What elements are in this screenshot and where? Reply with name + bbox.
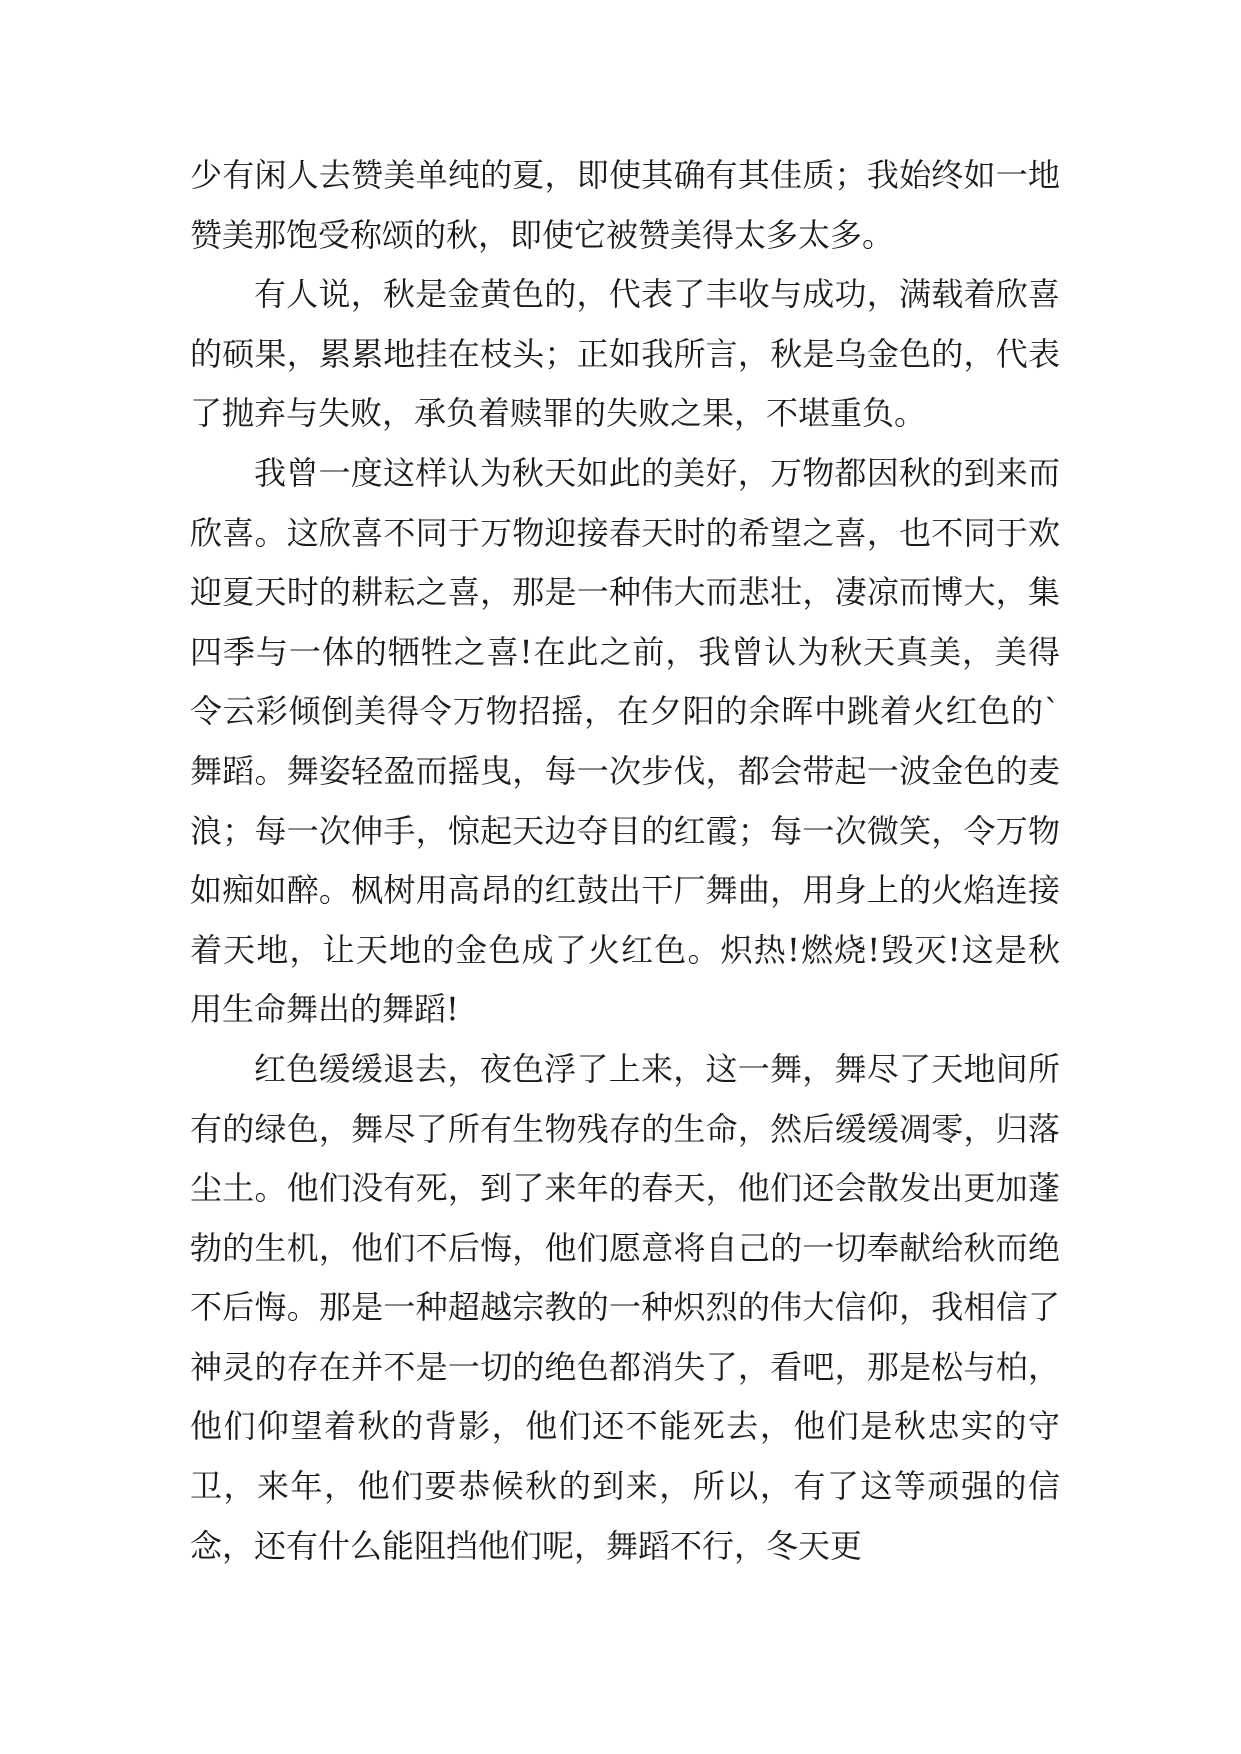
paragraph-3: 我曾一度这样认为秋天如此的美好，万物都因秋的到来而欣喜。这欣喜不同于万物迎接春天时的希望之喜，也不同于欢迎夏天时的耕耘之喜，那是一种伟大而悲壮，凄凉而博大，集四季与一体的牺牲之喜!在此之前，我曾认为秋天真美，美得令云彩倾倒美得令万物招摇，在夕阳的余晖中跳着火红色的`舞蹈。舞姿轻盈而摇曳，每一次步伐，都会带起一波金色的麦浪；每一次伸手，惊起天边夺目的红霞；每一次微笑，令万物如痴如醉。枫树用高昂的红鼓出干厂舞曲，用身上的火焰连接着天地，让天地的金色成了火红色。炽热!燃烧!毁灭!这是秋用生命舞出的舞蹈! <box>190 453 1060 1029</box>
paragraph-1: 少有闲人去赞美单纯的夏，即使其确有其佳质；我始终如一地赞美那饱受称颂的秋，即使它被赞美得太多太多。 <box>190 156 1060 254</box>
paragraph-4: 红色缓缓退去，夜色浮了上来，这一舞，舞尽了天地间所有的绿色，舞尽了所有生物残存的生命，然后缓缓凋零，归落尘土。他们没有死，到了来年的春天，他们还会散发出更加蓬勃的生机，他们不后悔，他们愿意将自己的一切奉献给秋而绝不后悔。那是一种超越宗教的一种炽烈的伟大信仰，我相信了神灵的存在并不是一切的绝色都消失了，看吧，那是松与柏，他们仰望着秋的背影，他们还不能死去，他们是秋忠实的守卫，来年，他们要恭候秋的到来，所以，有了这等顽强的信念，还有什么能阻挡他们呢，舞蹈不行，冬天更 <box>190 1049 1060 1565</box>
paragraph-2: 有人说，秋是金黄色的，代表了丰收与成功，满载着欣喜的硕果，累累地挂在枝头；正如我所言，秋是乌金色的，代表了抛弃与失败，承负着赎罪的失败之果，不堪重负。 <box>190 275 1060 433</box>
essay-body <box>190 146 1060 1576</box>
